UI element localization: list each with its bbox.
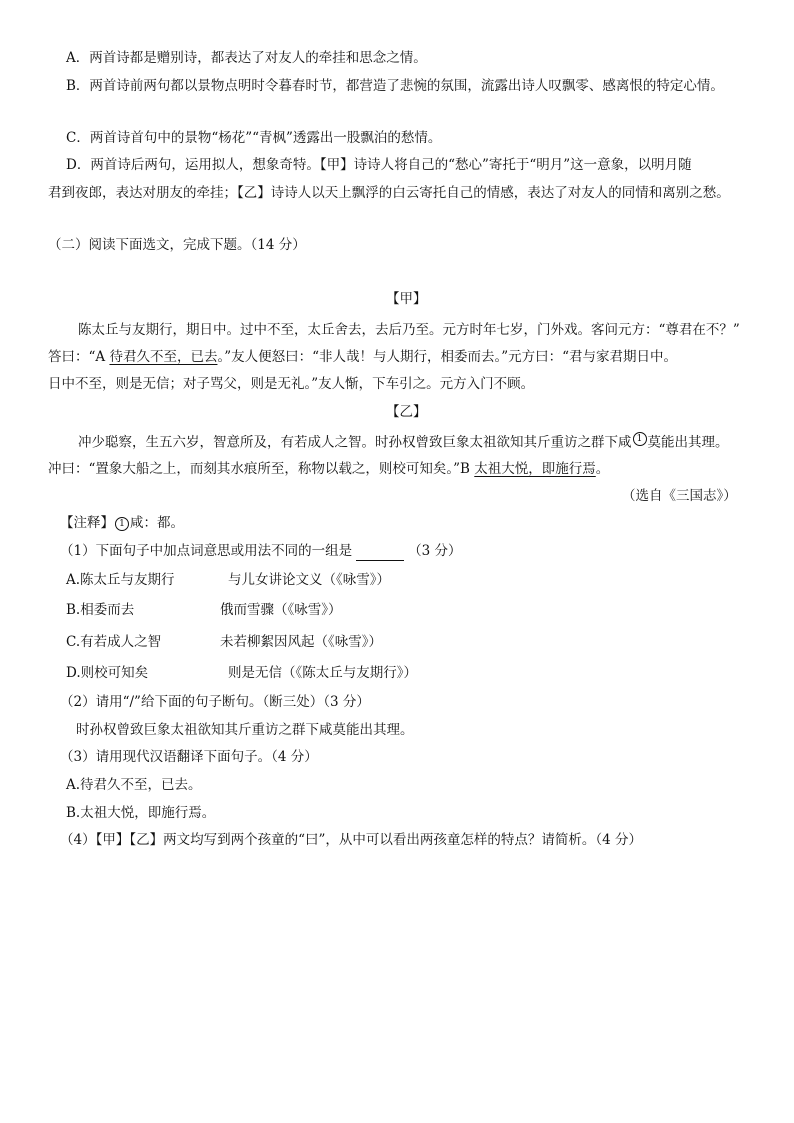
passage-yi-line1 bbox=[78, 432, 729, 453]
q1-option-d-left: D.则校可知矣 bbox=[66, 665, 149, 681]
annotation-prefix: 【注释】 bbox=[60, 515, 114, 531]
passage-jia-line3: 日中不至，则是无信；对子骂父，则是无礼。”友人惭，下车引之。元方入门不顾。 bbox=[48, 376, 535, 392]
annotation-text: 咸：都。 bbox=[130, 515, 184, 531]
passage-yi-line2 bbox=[48, 459, 609, 479]
note-marker: 1 bbox=[633, 432, 647, 446]
q1-option-b-left: B.相委而去 bbox=[66, 602, 135, 618]
passage-yi-line1-end: 莫能出其理。 bbox=[647, 434, 729, 451]
passage-source: （选自《三国志》） bbox=[622, 488, 737, 504]
choice-d-line2: 君到夜郎，表达对朋友的牵挂；【乙】诗诗人以天上飘浮的白云寄托自己的情感，表达了对友人的同情和离别之愁。 bbox=[48, 185, 730, 201]
passage-jia-line2-end: 。”友人便怒曰：“非人哉！与人期行，相委而去。”元方曰：“君与家君期日中。 bbox=[217, 349, 678, 365]
passage-yi-title: 【乙】 bbox=[386, 404, 427, 420]
choice-a: A．两首诗都是赠别诗，都表达了对友人的牵挂和思念之情。 bbox=[66, 50, 427, 66]
passage-yi-line1-start: 冲少聪察，生五六岁，智意所及，有若成人之智。时孙权曾致巨象太祖欲知其斤重访之群下咸 bbox=[78, 434, 632, 451]
question-2-stem: （2）请用“/”给下面的句子断句。（断三处）（3 分） bbox=[60, 694, 370, 710]
q1-option-c-left: C.有若成人之智 bbox=[66, 634, 162, 650]
question-2-sentence: 时孙权曾致巨象太祖欲知其斤重访之群下咸莫能出其理。 bbox=[76, 722, 414, 738]
underlined-sentence-a: 待君久不至，已去 bbox=[109, 349, 218, 365]
question-1-text: （1）下面句子中加点词意思或用法不同的一组是 bbox=[60, 543, 353, 559]
underlined-sentence-b: 太祖大悦，即施行焉 bbox=[474, 461, 596, 477]
q1-option-c-right: 未若柳絮因风起（《咏雪》） bbox=[220, 634, 382, 650]
q1-option-b-right: 俄而雪骤（《咏雪》） bbox=[220, 602, 342, 618]
passage-jia-line1: 陈太丘与友期行，期日中。过中不至，太丘舍去，去后乃至。元方时年七岁，门外戏。客问元方：“尊君在不？” bbox=[78, 322, 740, 338]
annotation bbox=[60, 513, 184, 533]
q1-option-a-right: 与儿女讲论文义（《咏雪》） bbox=[228, 572, 390, 588]
question-1-score: （3 分） bbox=[408, 543, 462, 559]
choice-b: B．两首诗前两句都以景物点明时令暮春时节，都营造了悲惋的氛围，流露出诗人叹飘零、感离恨的特定心情。 bbox=[66, 78, 724, 94]
passage-jia-line2-start: 答曰：“A bbox=[48, 349, 110, 365]
passage-jia-line2 bbox=[48, 347, 677, 367]
annotation-marker: 1 bbox=[115, 517, 129, 531]
section-heading: （二）阅读下面选文，完成下题。（14 分） bbox=[48, 237, 306, 253]
q1-option-d-right: 则是无信（《陈太丘与友期行》） bbox=[228, 665, 417, 681]
question-3-item-a: A.待君久不至，已去。 bbox=[66, 777, 202, 793]
choice-c: C．两首诗首句中的景物“杨花”“青枫”透露出一股飘泊的愁情。 bbox=[66, 130, 442, 146]
choice-d-line1: D．两首诗后两句，运用拟人，想象奇特。【甲】诗诗人将自己的“愁心”寄托于“明月”这一意象，以明月随 bbox=[66, 157, 692, 173]
question-1-stem bbox=[60, 541, 461, 561]
passage-yi-line2-start: 冲曰：“置象大船之上，而刻其水痕所至，称物以载之，则校可知矣。”B bbox=[48, 461, 475, 477]
passage-yi-line2-end: 。 bbox=[595, 461, 610, 477]
question-4-stem: （4）【甲】【乙】两文均写到两个孩童的“曰”，从中可以看出两孩童怎样的特点？请简析。（4 分） bbox=[60, 832, 643, 848]
question-3-stem: （3）请用现代汉语翻译下面句子。（4 分） bbox=[60, 749, 318, 765]
passage-jia-title: 【甲】 bbox=[386, 291, 427, 307]
q1-option-a-left: A.陈太丘与友期行 bbox=[66, 572, 175, 588]
question-3-item-b: B.太祖大悦，即施行焉。 bbox=[66, 805, 216, 821]
answer-blank[interactable] bbox=[356, 546, 404, 561]
